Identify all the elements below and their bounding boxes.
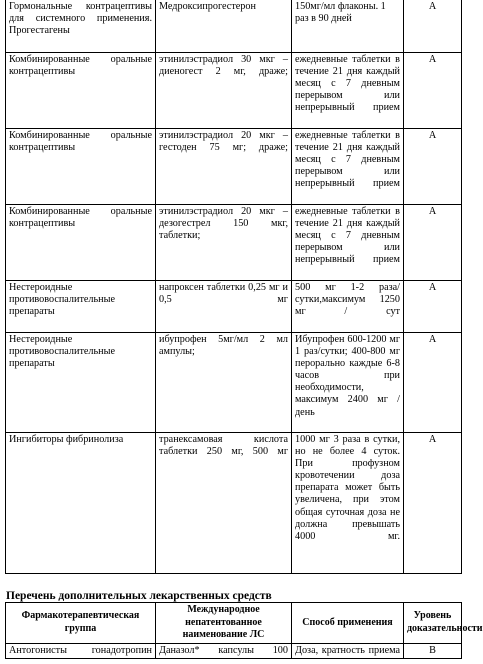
level-cell: А [404, 129, 462, 205]
drug-cell: ибупрофен 5мг/мл 2 мл ампулы; [156, 333, 292, 433]
table-row [6, 643, 462, 658]
header-level: Уровень доказательности [404, 603, 462, 644]
use-cell: ежедневные таблетки в течение 21 дня каждый месяц с 7 дневным перерывом или непрерывный прием [292, 129, 404, 205]
level-cell: А [404, 281, 462, 333]
group-cell: Гормональные контрацептивы для системного применения. Прогестагены [6, 0, 156, 53]
table-row [6, 129, 462, 205]
group-cell: Комбинированные оральные контрацептивы [6, 205, 156, 281]
drug-cell: этинилэстрадиол 20 мкг – гестоден 75 мг; драже; [156, 129, 292, 205]
drug-cell: этинилэстрадиол 30 мкг – диеногест 2 мг, драже; [156, 53, 292, 129]
table-row [6, 205, 462, 281]
use-cell: Ибупрофен 600-1200 мг 1 раз/сутки; 400-800 мг перорально каждые 6-8 часов при необходимости, максимум 2400 мг / день [292, 333, 404, 433]
use-cell: Доза, кратность приема [292, 643, 404, 658]
use-cell: 500 мг 1-2 раза/сутки,максимум 1250 мг / сут [292, 281, 404, 333]
drug-cell: Даназол* капсулы 100 [156, 643, 292, 658]
group-cell: Антогонисты гонадотропин [6, 643, 156, 658]
group-cell: Комбинированные оральные контрацептивы [6, 129, 156, 205]
header-inn: Международное непатентованное наименование ЛС [156, 603, 292, 644]
level-cell: А [404, 0, 462, 53]
main-drug-table [5, 0, 462, 574]
level-cell: А [404, 333, 462, 433]
level-cell: А [404, 433, 462, 574]
use-cell: 1000 мг 3 раза в сутки, но не более 4 суток. При профузном кровотечении доза препарата может быть увеличена, при этом общая суточная доза не должна превышать 4000 мг. [292, 433, 404, 574]
level-cell: В [404, 643, 462, 658]
header-group: Фармакотерапевтическая группа [6, 603, 156, 644]
header-row [6, 603, 462, 644]
drug-cell: этинилэстрадиол 20 мкг – дезогестрел 150 мкг, таблетки; [156, 205, 292, 281]
group-cell: Ингибиторы фибринолиза [6, 433, 156, 574]
drug-cell: напроксен таблетки 0,25 мг и 0,5 мг [156, 281, 292, 333]
header-use: Способ применения [292, 603, 404, 644]
level-cell: А [404, 53, 462, 129]
additional-drug-table [5, 602, 483, 659]
group-cell: Комбинированные оральные контрацептивы [6, 53, 156, 129]
section-title: Перечень дополнительных лекарственных средств [6, 590, 272, 602]
table-row [6, 433, 462, 574]
table-row [6, 333, 462, 433]
group-cell: Нестероидные противовоспалительные препараты [6, 333, 156, 433]
use-cell: ежедневные таблетки в течение 21 дня каждый месяц с 7 дневным перерывом или непрерывный прием [292, 53, 404, 129]
table-row [6, 281, 462, 333]
table-row [6, 53, 462, 129]
group-cell: Нестероидные противовоспалительные препараты [6, 281, 156, 333]
use-cell: ежедневные таблетки в течение 21 дня каждый месяц с 7 дневным перерывом или непрерывный прием [292, 205, 404, 281]
drug-cell: транексамовая кислота таблетки 250 мг, 500 мг [156, 433, 292, 574]
use-cell: 150мг/мл флаконы. 1 раз в 90 дней [292, 0, 404, 53]
level-cell: А [404, 205, 462, 281]
drug-cell: Медроксипрогестерон [156, 0, 292, 53]
table-row [6, 0, 462, 53]
